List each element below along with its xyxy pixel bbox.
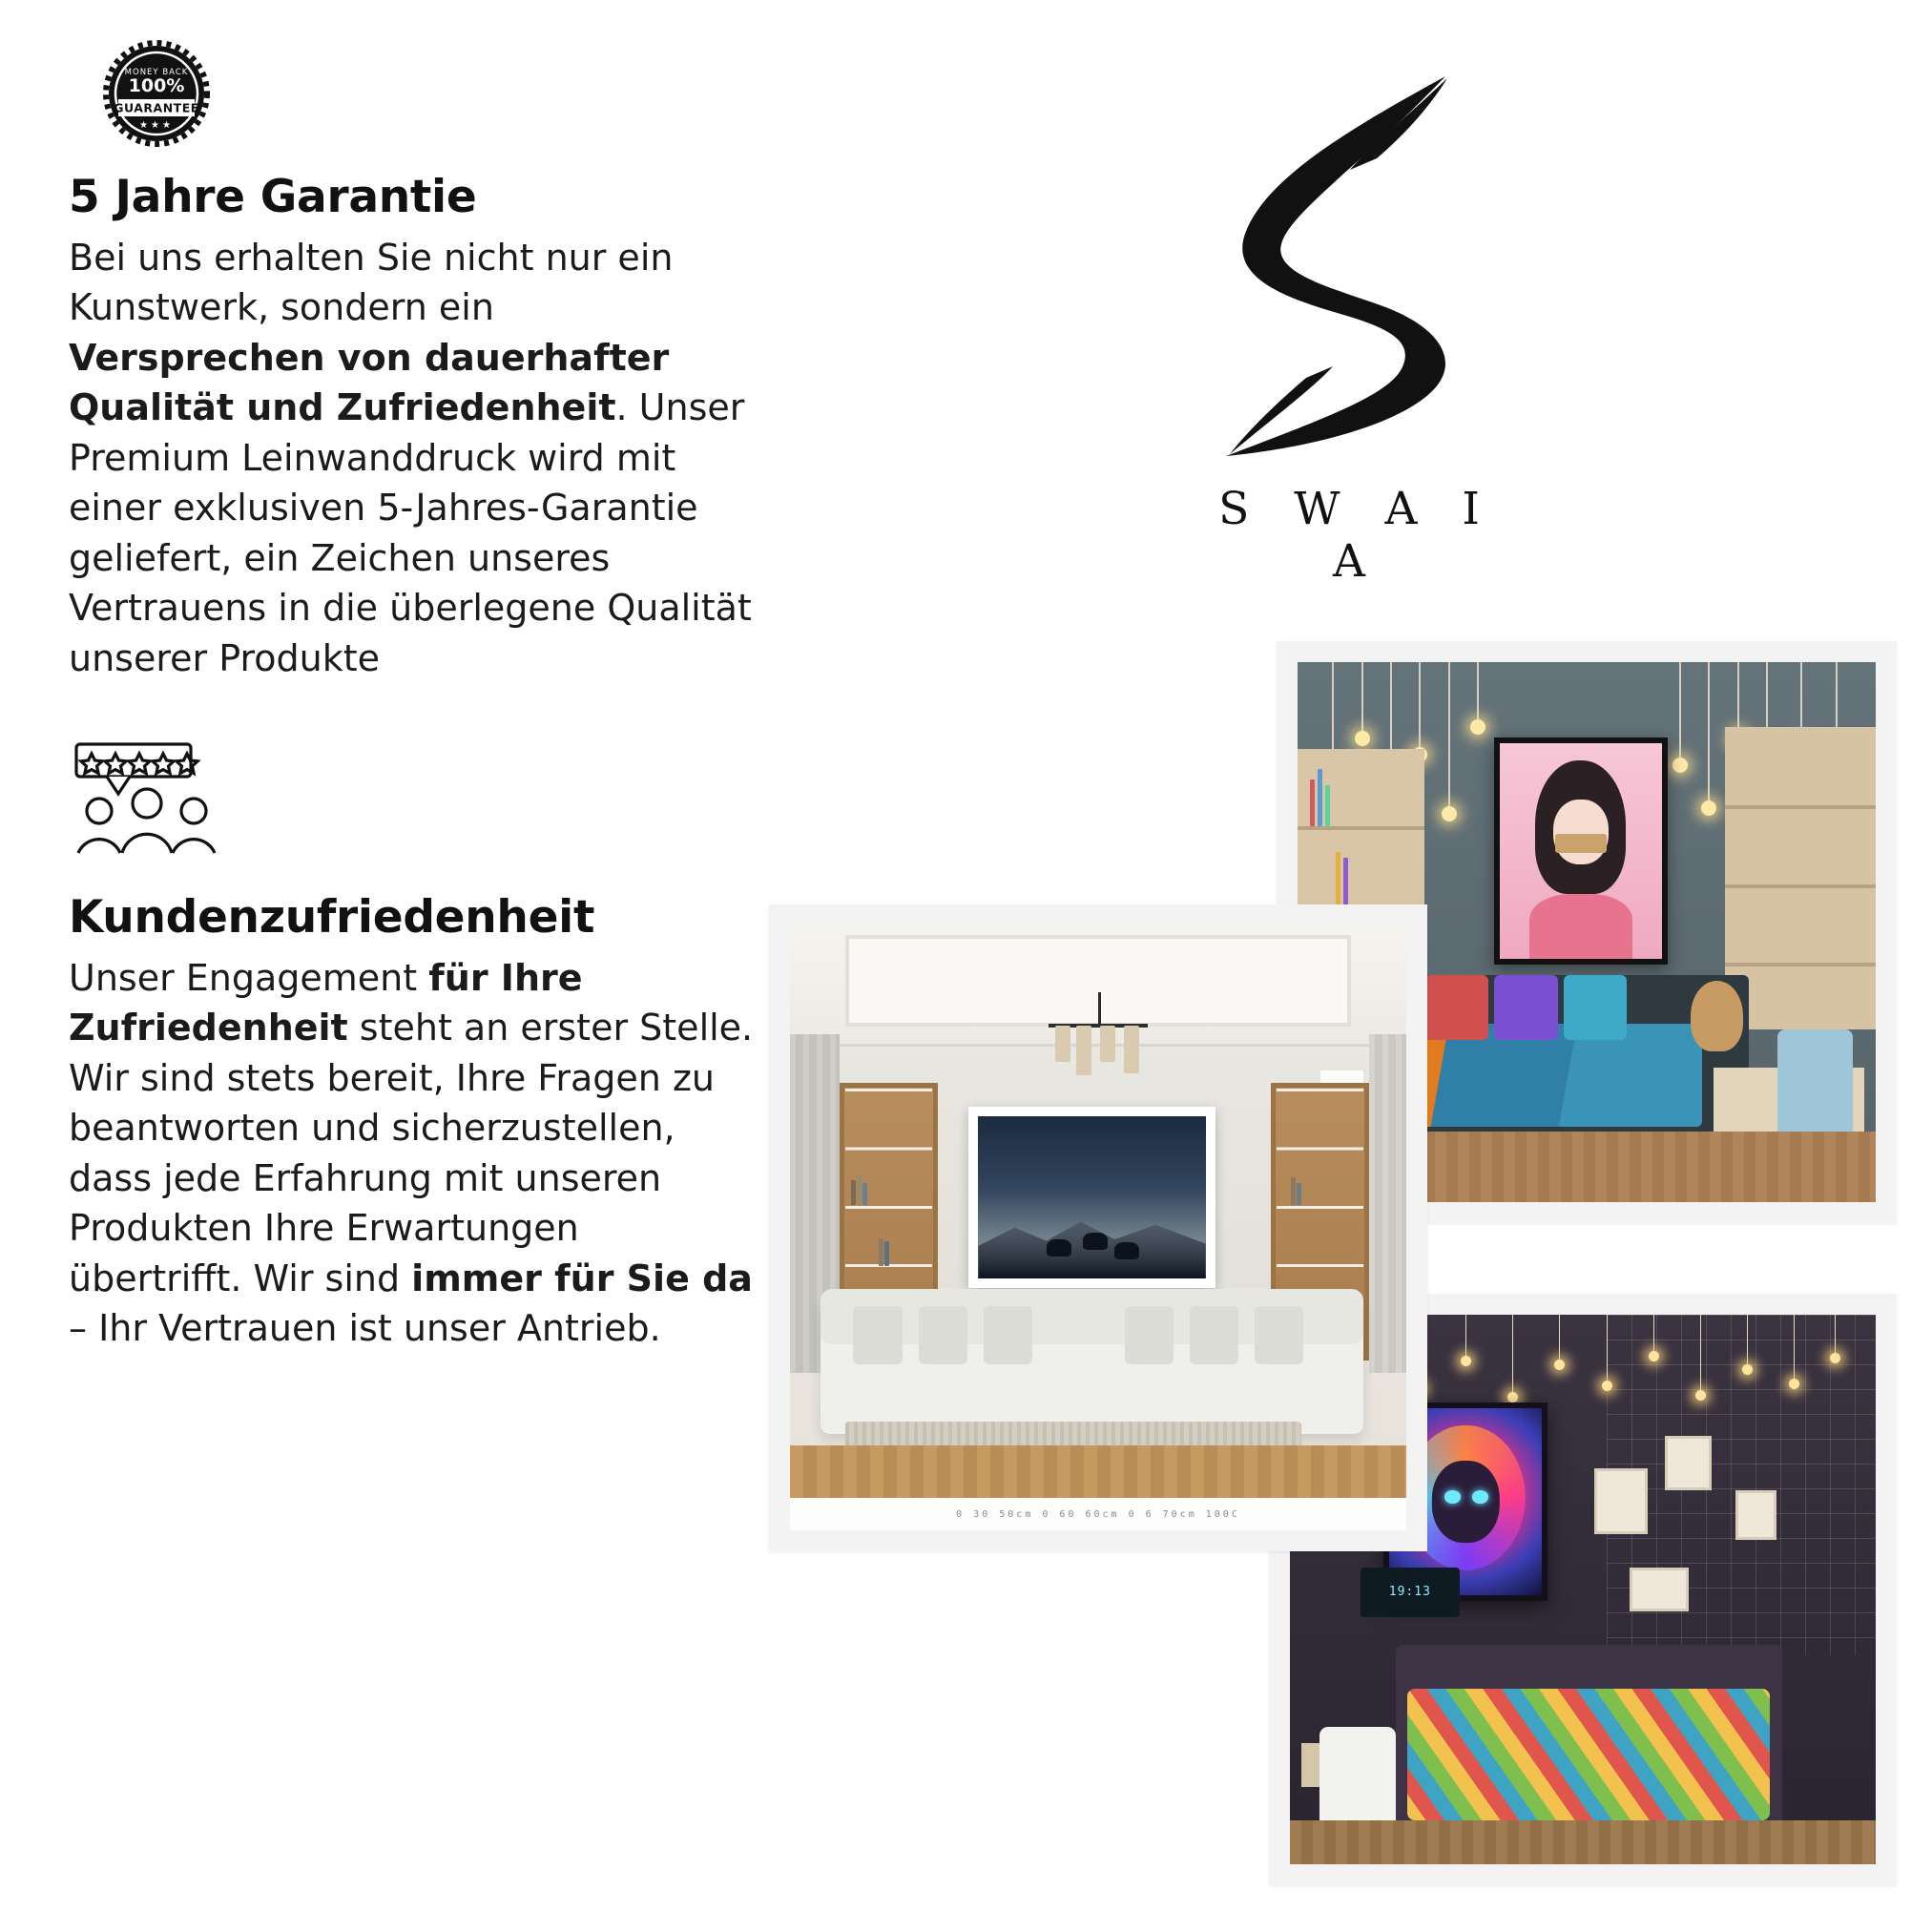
brand-name: S W A I A (1218, 483, 1495, 588)
text-run: Unser Engagement (69, 957, 429, 1000)
page-title-guarantee: 5 Jahre Garantie (69, 171, 477, 223)
money-back-badge-icon (69, 38, 245, 153)
section-customer-satisfaction (69, 740, 775, 1354)
svg-text:★★★: ★★★ (139, 120, 174, 131)
text-run-bold: für Ihre Zufriedenheit (69, 957, 583, 1049)
text-run: steht an erster Stelle. Wir sind stets bereit, Ihre Fragen zu beantworten und sicherzustellen, dass jede Erfahrung mit unseren Produkten Ihre Erwartungen übertrifft. Wir sind (69, 1007, 754, 1299)
section-guarantee (69, 38, 775, 683)
customer-rating-icon (69, 740, 226, 860)
satisfaction-paragraph (69, 953, 756, 1354)
photo-image-living-room (790, 925, 1406, 1530)
svg-text:MONEY BACK: MONEY BACK (124, 68, 189, 77)
wall-clock-display: 19:13 (1361, 1568, 1460, 1617)
brand-logo (1193, 67, 1507, 588)
svg-text:100%: 100% (128, 75, 185, 96)
product-photo-living-room[interactable] (769, 904, 1427, 1551)
svg-text:GUARANTEE: GUARANTEE (114, 100, 199, 115)
page-title-satisfaction: Kundenzufriedenheit (69, 890, 595, 944)
photo-caption-scale: 0 30 50cm 0 60 60cm 0 6 70cm 100C (790, 1498, 1406, 1530)
text-run-bold: Versprechen von dauerhafter Qualität und Zufriedenheit (69, 336, 670, 429)
text-run: – Ihr Vertrauen ist unser Antrieb. (69, 1307, 661, 1350)
text-run-bold: immer für Sie da (411, 1257, 753, 1299)
text-run: Bei uns erhalten Sie nicht nur ein Kunstwerk, sondern ein (69, 237, 674, 329)
guarantee-paragraph (69, 233, 756, 683)
text-run: . Unser Premium Leinwanddruck wird mit einer exklusiven 5-Jahres-Garantie geliefert, ein Zeichen unseres Vertrauens in die überlegene Qualität unserer Produkte (69, 386, 752, 679)
left-text-column (69, 38, 775, 1354)
swaia-s-logo-icon (1207, 67, 1493, 477)
